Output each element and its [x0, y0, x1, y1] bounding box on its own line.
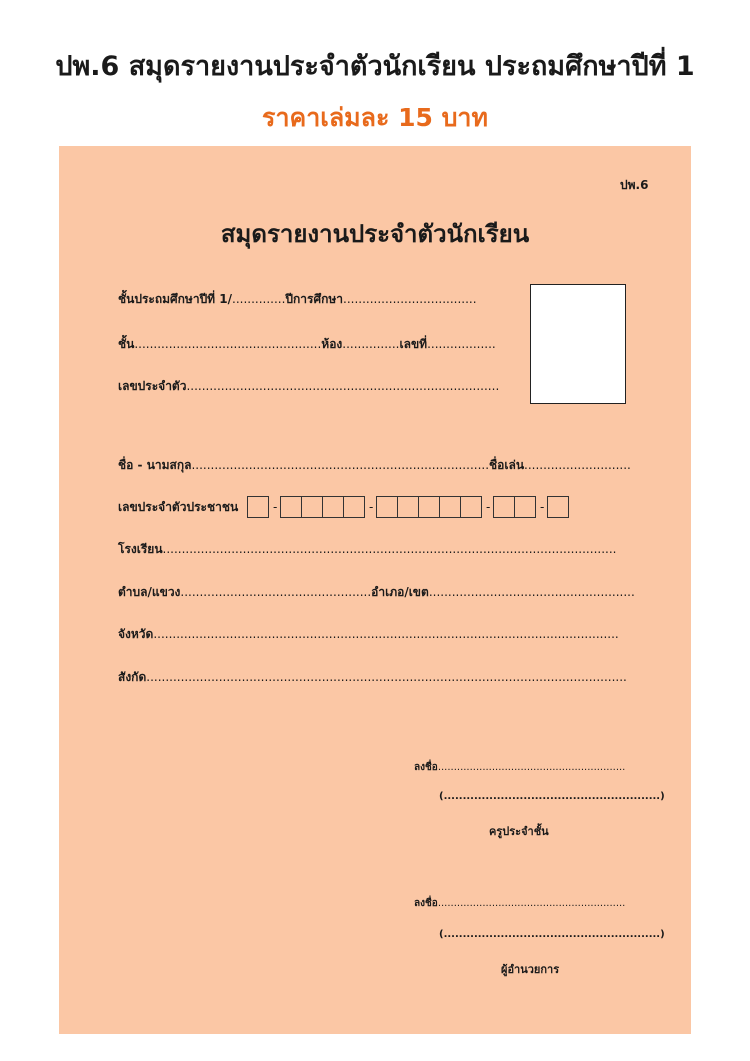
grade-label: ชั้นประถมศึกษาปีที่ 1/	[118, 292, 232, 306]
room-field[interactable]: ...............	[342, 337, 400, 351]
name-row	[118, 456, 631, 475]
national-id-digit-box[interactable]	[439, 496, 461, 518]
class-row	[118, 335, 496, 354]
subdistrict-field[interactable]: ..................................................	[180, 585, 372, 599]
room-label: ห้อง	[321, 337, 343, 351]
national-id-digit-box[interactable]	[418, 496, 440, 518]
national-id-row	[118, 496, 569, 518]
national-id-label: เลขประจำตัวประชาชน	[118, 499, 239, 514]
signature-line-teacher	[414, 760, 625, 775]
form-code: ปพ.6	[620, 178, 649, 192]
printed-name-director[interactable]: (.........................................................)	[439, 929, 665, 940]
class-field[interactable]: .................................................	[134, 337, 322, 351]
role-teacher: ครูประจำชั้น	[489, 825, 549, 838]
sign-label: ลงชื่อ	[414, 762, 438, 773]
academic-year-field[interactable]: ...................................	[343, 292, 477, 306]
national-id-digit-box[interactable]	[322, 496, 344, 518]
class-label: ชั้น	[118, 337, 135, 351]
national-id-digit-box[interactable]	[376, 496, 398, 518]
school-field[interactable]: .......................................................................................................................	[162, 542, 617, 556]
number-label: เลขที่	[399, 337, 428, 351]
affiliation-row	[118, 668, 627, 687]
page-title: ปพ.6 สมุดรายงานประจำตัวนักเรียน ประถมศึกษาปีที่ 1	[55, 51, 695, 82]
national-id-digit-box[interactable]	[343, 496, 365, 518]
grade-field[interactable]: ..............	[232, 292, 286, 306]
signature-field[interactable]: ...........................................................	[437, 898, 626, 909]
printed-name-teacher[interactable]: (.........................................................)	[439, 791, 665, 802]
student-id-label: เลขประจำตัว	[118, 379, 187, 393]
grade-row	[118, 290, 477, 309]
sign-label: ลงชื่อ	[414, 898, 438, 909]
name-field[interactable]: ..............................................................................	[191, 458, 490, 472]
national-id-digit-box[interactable]	[301, 496, 323, 518]
school-label: โรงเรียน	[118, 542, 163, 556]
nickname-field[interactable]: ............................	[524, 458, 631, 472]
nickname-label: ชื่อเล่น	[489, 458, 525, 472]
signature-field[interactable]: ...........................................................	[437, 762, 626, 773]
national-id-digit-box[interactable]	[397, 496, 419, 518]
district-label: อำเภอ/เขต	[371, 585, 429, 599]
national-id-separator: -	[540, 500, 545, 514]
subdistrict-label: ตำบล/แขวง	[118, 585, 181, 599]
national-id-digit-box[interactable]	[247, 496, 269, 518]
student-id-field[interactable]: ..................................................................................	[186, 379, 500, 393]
cover-title: สมุดรายงานประจำตัวนักเรียน	[220, 220, 530, 248]
photo-box	[530, 284, 626, 404]
national-id-boxes	[248, 496, 569, 518]
national-id-digit-box[interactable]	[460, 496, 482, 518]
affiliation-field[interactable]: ..............................................................................................................................	[146, 670, 627, 684]
affiliation-label: สังกัด	[118, 670, 147, 684]
national-id-digit-box[interactable]	[514, 496, 536, 518]
name-label: ชื่อ - นามสกุล	[118, 458, 192, 472]
academic-year-label: ปีการศึกษา	[285, 292, 344, 306]
school-row	[118, 540, 616, 559]
signature-line-director	[414, 896, 625, 911]
national-id-separator: -	[273, 500, 278, 514]
province-field[interactable]: ..........................................................................................................................	[153, 627, 619, 641]
national-id-digit-box[interactable]	[280, 496, 302, 518]
province-label: จังหวัด	[118, 627, 154, 641]
role-director: ผู้อำนวยการ	[501, 963, 560, 976]
booklet-cover	[59, 146, 691, 1034]
address-row	[118, 583, 635, 602]
student-id-row	[118, 377, 499, 396]
price-text: ราคาเล่มละ 15 บาท	[262, 103, 488, 132]
national-id-separator: -	[369, 500, 374, 514]
national-id-separator: -	[486, 500, 491, 514]
national-id-digit-box[interactable]	[493, 496, 515, 518]
district-field[interactable]: ......................................................	[428, 585, 635, 599]
number-field[interactable]: ..................	[427, 337, 496, 351]
province-row	[118, 625, 619, 644]
national-id-digit-box[interactable]	[547, 496, 569, 518]
